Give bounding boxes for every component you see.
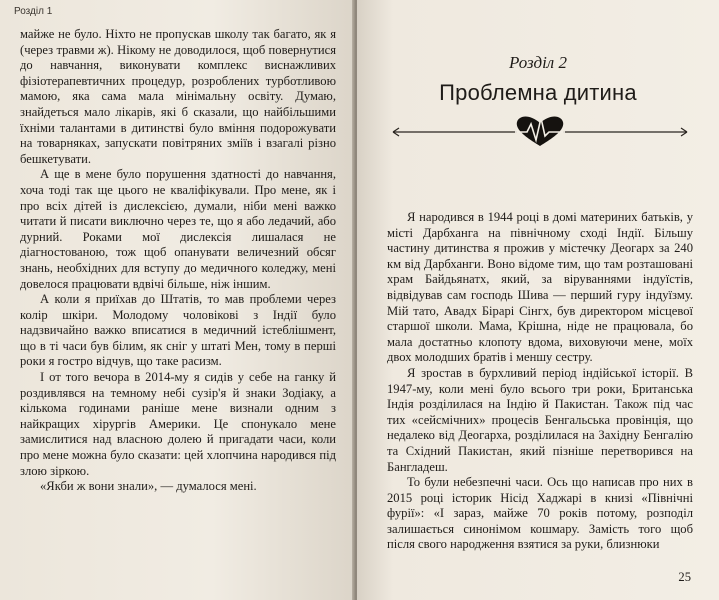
paragraph: майже не було. Ніхто не пропускав школу так багато, як я (через травми ж). Нікому не доводилося, щоб повернутися до навчання, виконувати комплекс виснажливих фізіотерапевтичних процедур, розроблених турботливою мамою, яка сама мала мінімальну освіту. Думаю, знайдеться мало лікарів, які б сказали, що найбільшими їхніми талантами в дитинстві було вміння подорожувати на товарняках, запускати повітряних зміїв і взагалі різно бешкетувати. (20, 27, 336, 166)
right-page (357, 0, 719, 600)
paragraph: «Якби ж вони знали», — думалося мені. (40, 479, 257, 494)
paragraph: А ще в мене було порушення здатності до навчання, хоча тоді так ще цього не кваліфікували. Про мене, як і про всіх дітей із дислексією, думали, ніби мені важко читати й писати виключно через те, що я або ледачий, або дурний. Роками мої дислексія лишалася не діагностованою, тож щоб опанувати величезний обсяг знань, необхідних для вступу до медичного коледжу, мені довелося працювати вдвічі більше, ніж іншим. (20, 167, 336, 291)
heart-ekg-divider-icon (387, 112, 693, 152)
left-page (0, 0, 354, 600)
right-page-text (387, 210, 693, 553)
paragraph: То були небезпечні часи. Ось що написав про них в 2015 році історик Нісід Хаджарі в книзі «Північні фурії»: «І зараз, майже 70 років потому, розподіл залишається синонімом кошмару. Замість того щоб після свого народження взятися за руки, близнюки (387, 475, 693, 552)
paragraph: А коли я приїхав до Штатів, то мав проблеми через колір шкіри. Молодому чоловікові з Індії було надзвичайно важко вписатися в медичний істеблішмент, що в ті часи був білим, як сніг у штаті Мен, тому в перші роки я гостро відчув, що таке расизм. (20, 292, 336, 369)
paragraph: І от того вечора в 2014-му я сидів у себе на ганку й роздивлявся на темному небі сузір'я й знаки Зодіаку, а кількома годинами раніше мене визнали одним з найкращих хірургів Америки. Це спонукало мене замислитися над власною долею й пригадати часи, коли про мене можна було сказати: цей хлопчина народився під злою зіркою. (20, 370, 336, 478)
paragraph: Я народився в 1944 році в домі материних батьків, у місті Дарбханга на північному сході Індії. Більшу частину дитинства я прожив у містечку Деогарх за 240 км від Дарбханги. Воно відоме тим, що там розташовані храм Байдьянатх, який, за віруваннями індуїстів, відвідував сам господь Шива — перший гуру індуїзму. Мій тато, Авадх Бірарі Сінгх, був директором місцевої старшої школи. Мама, Крішна, ніде не працювала, бо мала достатньо клопоту вдома, виховуючи мене, моїх двох молодших братів і меншу сестру. (387, 210, 693, 365)
left-page-text (20, 27, 336, 495)
chapter-label: Розділ 2 (509, 53, 567, 72)
running-head: Розділ 1 (14, 6, 53, 17)
page-number: 25 (678, 570, 691, 584)
paragraph: Я зростав в бурхливий період індійської історії. В 1947-му, коли мені було всього три роки, Британська Індія розділилася на Індію й Пакистан. Також під час тих «сейсмічних» процесів Бенгальська провінція, що недалеко від Деогарха, розділилася на Західну Бенгалію та Східний Пакистан, який пізніше перетворився на Бангладеш. (387, 365, 693, 474)
chapter-title: Проблемна дитина (439, 80, 637, 105)
